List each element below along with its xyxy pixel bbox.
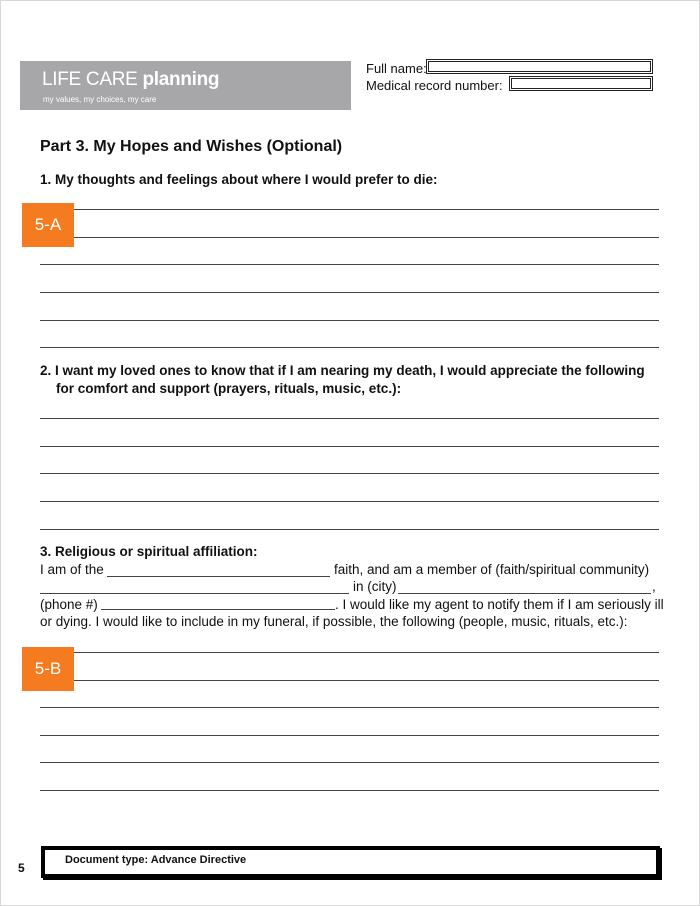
section-title: Part 3. My Hopes and Wishes (Optional) bbox=[40, 138, 343, 155]
text-funeral: or dying. I would like to include in my funeral, if possible, the following (people, music, rituals, etc.): bbox=[40, 614, 628, 629]
q3-line-1[interactable] bbox=[74, 652, 659, 653]
tag-5a: 5-A bbox=[22, 203, 74, 247]
q3-line-5[interactable] bbox=[40, 762, 659, 763]
brand-title bbox=[42, 69, 219, 91]
q1-line-4[interactable] bbox=[40, 292, 659, 293]
question-2-line-1: 2. I want my loved ones to know that if I am nearing my death, I would appreciate the following bbox=[40, 363, 645, 378]
q1-line-5[interactable] bbox=[40, 320, 659, 321]
q2-line-2[interactable] bbox=[40, 446, 659, 447]
q3-line-3[interactable] bbox=[40, 707, 659, 708]
question-1: 1. My thoughts and feelings about where I would prefer to die: bbox=[40, 172, 438, 187]
page-number: 5 bbox=[18, 861, 25, 875]
full-name-field[interactable] bbox=[426, 59, 653, 74]
q1-line-1[interactable] bbox=[74, 209, 659, 210]
tag-5b: 5-B bbox=[22, 647, 74, 691]
brand-tagline: my values, my choices, my care bbox=[43, 95, 157, 104]
city-blank[interactable] bbox=[398, 593, 651, 594]
q2-line-3[interactable] bbox=[40, 473, 659, 474]
phone-blank[interactable] bbox=[101, 609, 335, 610]
q2-line-1[interactable] bbox=[40, 418, 659, 419]
q2-line-5[interactable] bbox=[40, 529, 659, 530]
text-in-city: in (city) bbox=[353, 579, 397, 594]
text-comma: , bbox=[652, 579, 656, 594]
full-name-label: Full name: bbox=[366, 61, 427, 76]
text-phone: (phone #) bbox=[40, 597, 98, 612]
q1-line-3[interactable] bbox=[40, 264, 659, 265]
q2-line-4[interactable] bbox=[40, 501, 659, 502]
brand-title-light: LIFE CARE bbox=[42, 69, 138, 90]
faith-blank[interactable] bbox=[107, 576, 330, 577]
document-type-box bbox=[41, 846, 660, 878]
medical-record-field[interactable] bbox=[509, 76, 653, 91]
q1-line-2[interactable] bbox=[74, 237, 659, 238]
q3-line-4[interactable] bbox=[40, 735, 659, 736]
document-type-label: Document type: Advance Directive bbox=[65, 854, 247, 866]
medical-record-label: Medical record number: bbox=[366, 78, 503, 93]
community-blank[interactable] bbox=[40, 593, 349, 594]
question-2 bbox=[40, 362, 645, 398]
text-i-am-of-the: I am of the bbox=[40, 562, 104, 577]
question-3: 3. Religious or spiritual affiliation: bbox=[40, 544, 258, 559]
text-notify: . I would like my agent to notify them if I am seriously ill bbox=[335, 597, 664, 612]
question-2-line-2: for comfort and support (prayers, rituals, music, etc.): bbox=[56, 381, 402, 396]
q1-line-6[interactable] bbox=[40, 347, 659, 348]
brand-title-bold: planning bbox=[142, 69, 220, 90]
q3-line-6[interactable] bbox=[40, 790, 659, 791]
brand-banner bbox=[20, 61, 351, 110]
q3-line-2[interactable] bbox=[74, 680, 659, 681]
text-faith-member: faith, and am a member of (faith/spiritual community) bbox=[334, 562, 650, 577]
